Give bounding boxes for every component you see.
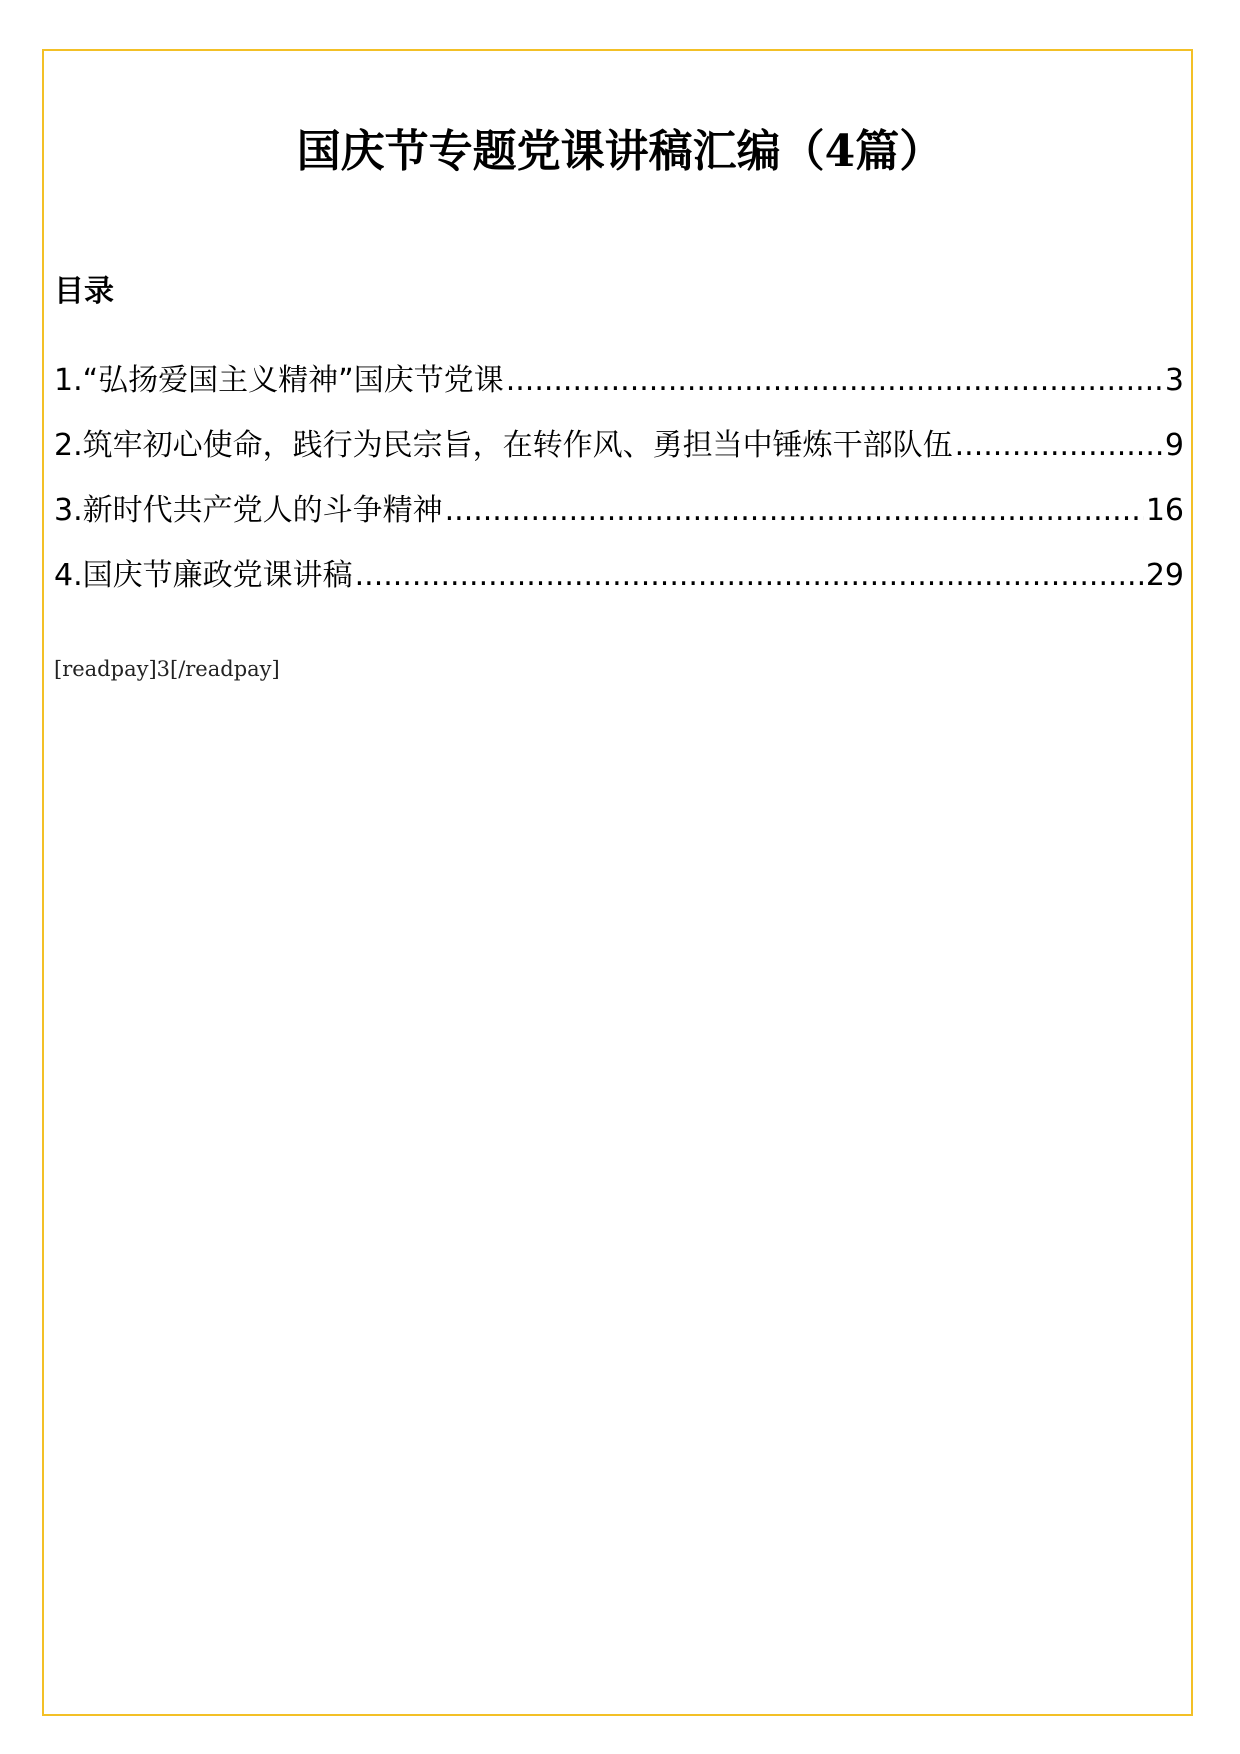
toc-entry-title: 1.“弘扬爱国主义精神”国庆节党课 [54,363,504,398]
toc-entry-4[interactable] [54,533,1184,598]
readpay-tag: [readpay]3[/readpay] [54,657,280,681]
toc-page-number: 9 [1164,428,1184,463]
table-of-contents [54,338,1184,598]
toc-page-number: 29 [1145,558,1184,593]
toc-dot-leader [955,424,1163,468]
toc-dot-leader [445,489,1144,533]
toc-entry-title: 4.国庆节廉政党课讲稿 [54,558,353,593]
document-title: 国庆节专题党课讲稿汇编（4篇） [296,126,944,177]
toc-dot-leader [355,554,1144,598]
toc-dot-leader [506,359,1163,403]
toc-heading: 目录 [54,274,114,309]
toc-entry-title: 3.新时代共产党人的斗争精神 [54,493,443,528]
toc-entry-1[interactable] [54,338,1184,403]
page-border [42,49,1193,1716]
toc-page-number: 16 [1145,493,1184,528]
toc-page-number: 3 [1164,363,1184,398]
toc-entry-2[interactable] [54,403,1184,468]
toc-entry-title: 2.筑牢初心使命，践行为民宗旨，在转作风、勇担当中锤炼干部队伍 [54,428,953,463]
toc-entry-3[interactable] [54,468,1184,533]
